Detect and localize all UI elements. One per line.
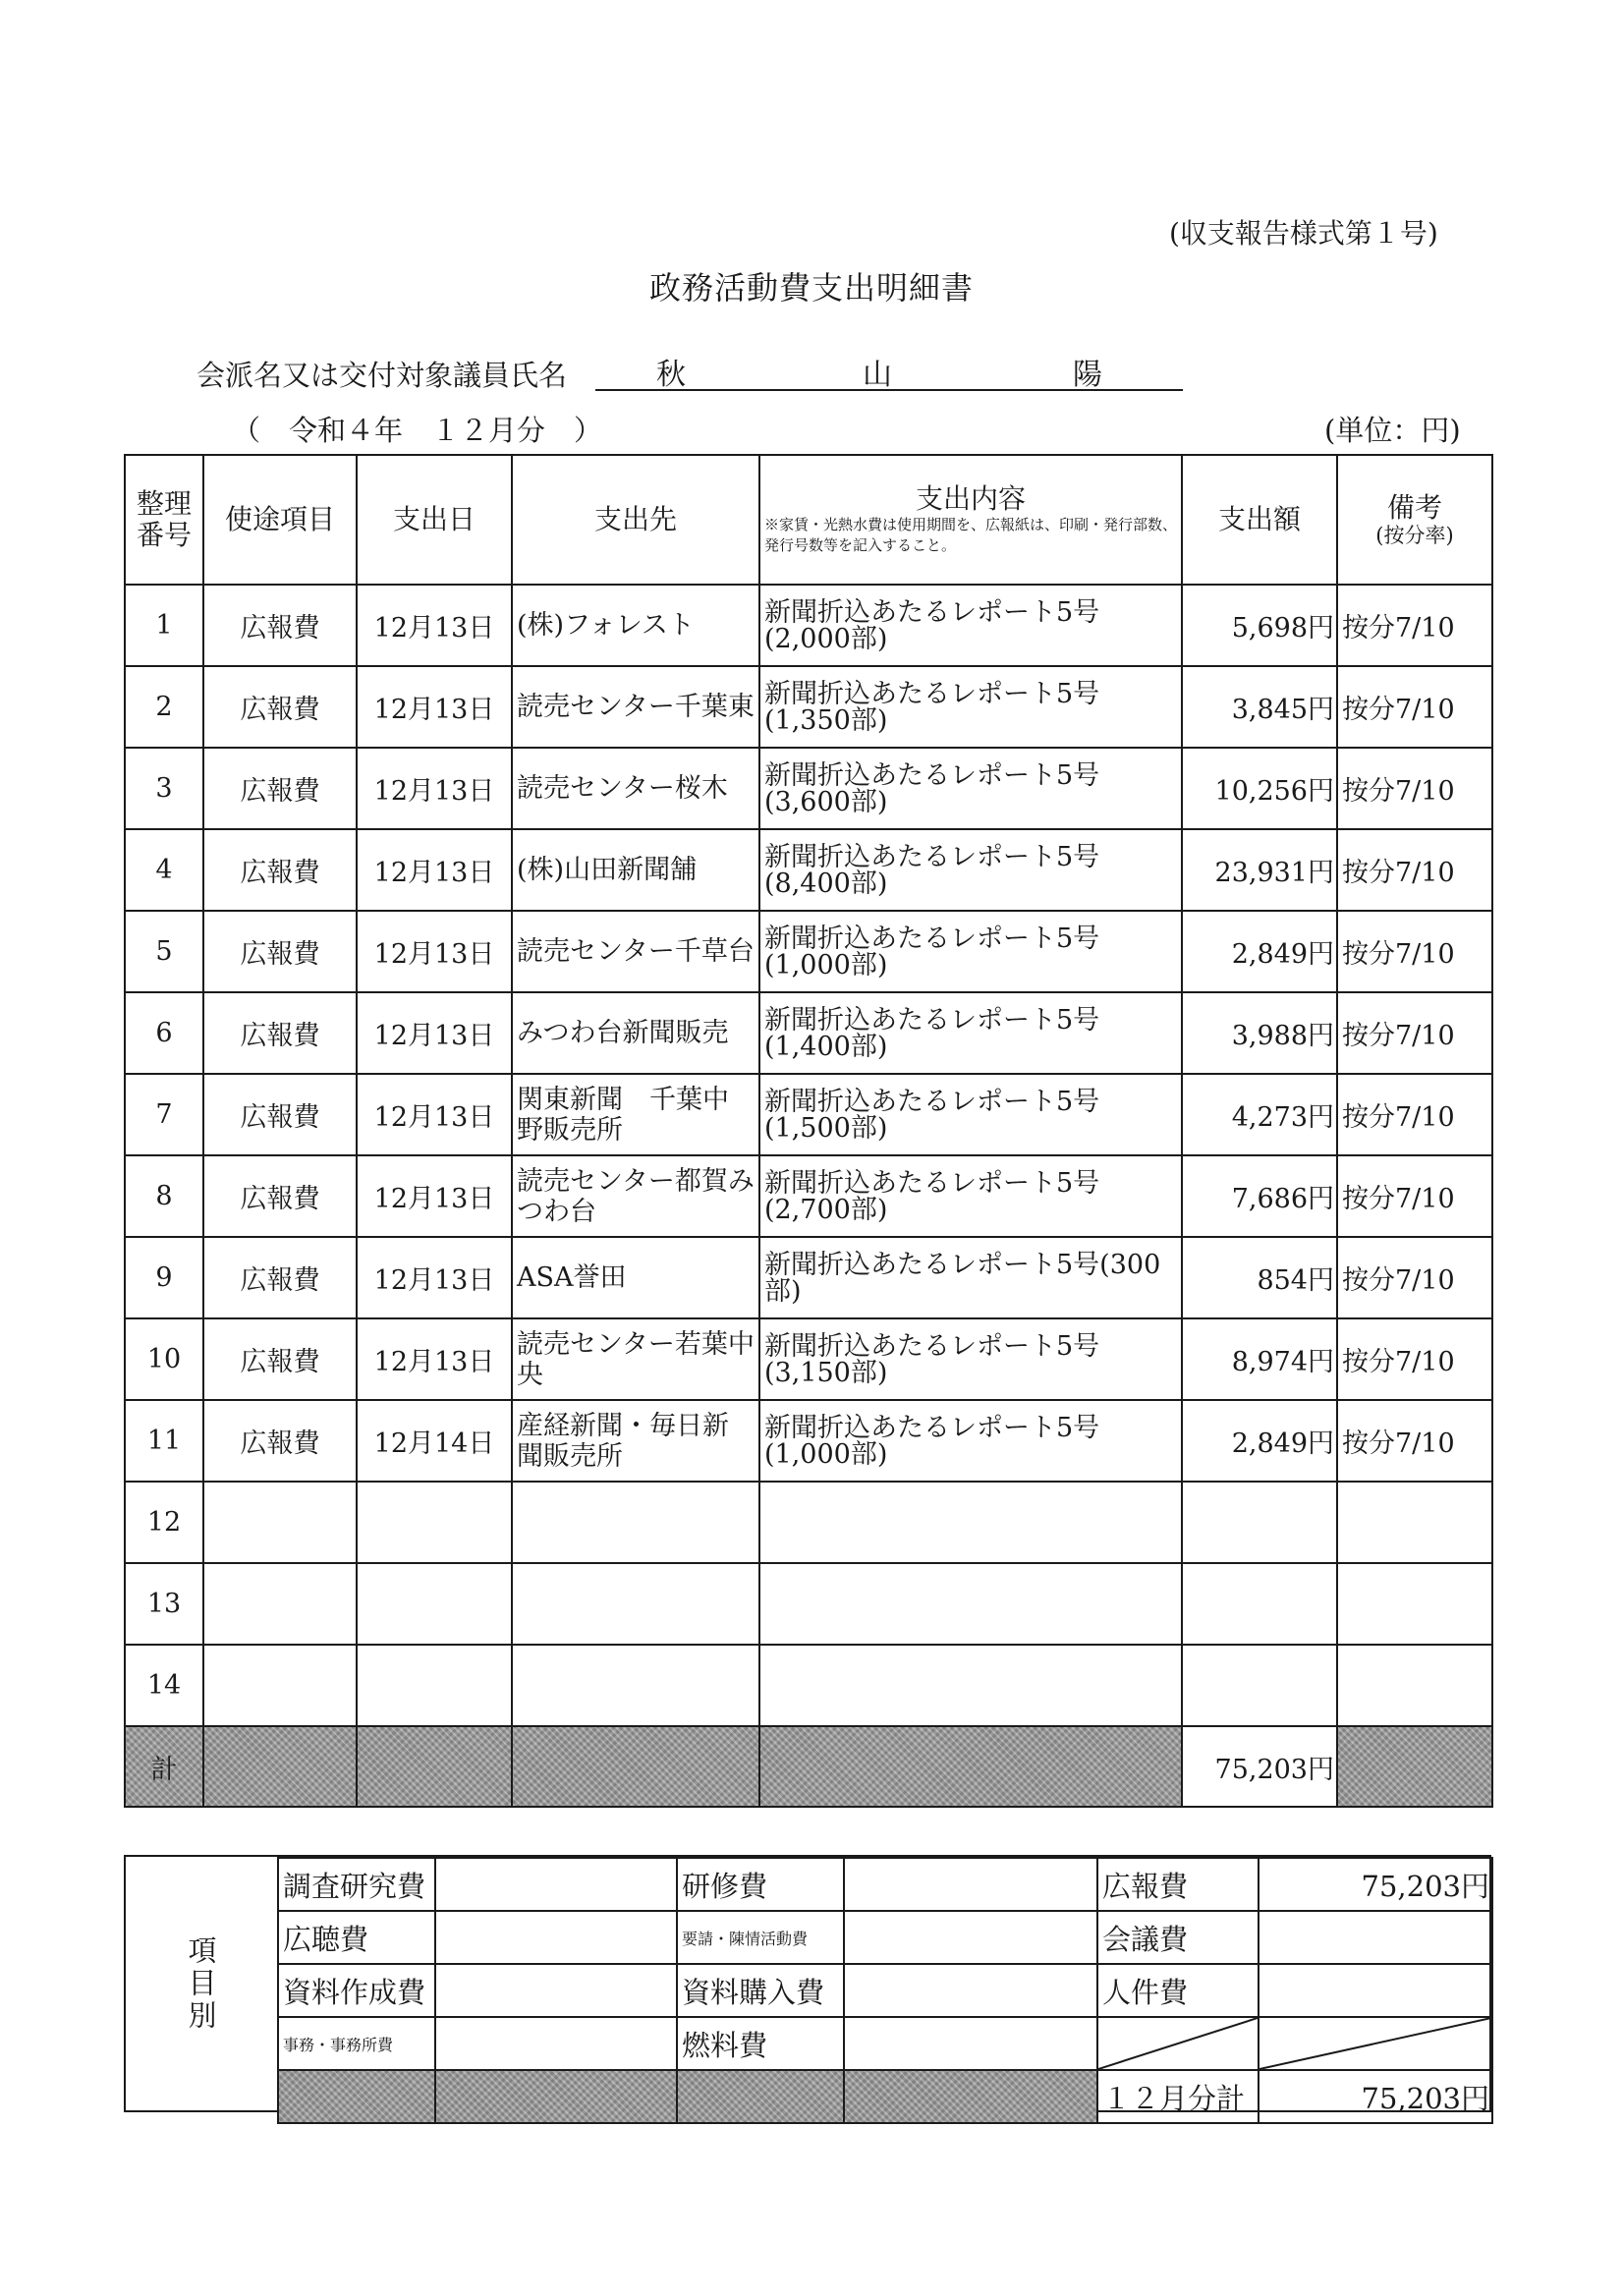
row-remarks <box>1337 1482 1492 1563</box>
table-row <box>125 992 1492 1074</box>
diagonal-blank-cell <box>1259 2017 1492 2070</box>
row-amount: 2,849円 <box>1182 1400 1337 1482</box>
value-hearing <box>435 1911 677 1964</box>
row-content: 新聞折込あたるレポート5号(1,500部) <box>759 1074 1182 1155</box>
row-content: 新聞折込あたるレポート5号(1,350部) <box>759 666 1182 748</box>
row-payee: (株)フォレスト <box>512 585 759 666</box>
row-content: 新聞折込あたるレポート5号(1,400部) <box>759 992 1182 1074</box>
label-materials-creation: 資料作成費 <box>278 1964 435 2017</box>
row-number: 1 <box>125 585 203 666</box>
row-remarks: 按分7/10 <box>1337 1155 1492 1237</box>
header-payee: 支出先 <box>512 455 759 585</box>
row-category: 広報費 <box>203 911 357 992</box>
row-date: 12月13日 <box>357 1318 512 1400</box>
row-payee <box>512 1645 759 1726</box>
table-row <box>125 748 1492 829</box>
summary-row <box>278 1964 1492 2017</box>
header-remarks-sub: (按分率) <box>1375 524 1454 547</box>
row-content <box>759 1482 1182 1563</box>
row-content: 新聞折込あたるレポート5号(1,000部) <box>759 1400 1182 1482</box>
header-content-label: 支出内容 <box>915 482 1026 515</box>
row-amount: 7,686円 <box>1182 1155 1337 1237</box>
label-materials-purchase: 資料購入費 <box>677 1964 844 2017</box>
label-publicity: 広報費 <box>1097 1858 1259 1911</box>
table-row <box>125 1563 1492 1645</box>
row-amount <box>1182 1482 1337 1563</box>
row-date <box>357 1645 512 1726</box>
row-payee: みつわ台新聞販売 <box>512 992 759 1074</box>
row-number: 13 <box>125 1563 203 1645</box>
row-remarks: 按分7/10 <box>1337 585 1492 666</box>
unit-label: (単位：円) <box>1324 414 1461 447</box>
row-amount: 3,845円 <box>1182 666 1337 748</box>
row-payee: ASA誉田 <box>512 1237 759 1318</box>
row-payee: 関東新聞 千葉中野販売所 <box>512 1074 759 1155</box>
row-date: 12月13日 <box>357 666 512 748</box>
row-category <box>203 1563 357 1645</box>
row-amount <box>1182 1645 1337 1726</box>
row-payee: 読売センター桜木 <box>512 748 759 829</box>
header-remarks <box>1337 455 1492 585</box>
value-research <box>435 1858 677 1911</box>
row-number: 7 <box>125 1074 203 1155</box>
row-payee: 読売センター千葉東 <box>512 666 759 748</box>
value-petition <box>844 1911 1097 1964</box>
value-publicity: 75,203円 <box>1259 1858 1492 1911</box>
diagonal-line <box>1098 2018 1258 2069</box>
member-name-char-2: 山 <box>863 358 892 392</box>
total-label: 計 <box>125 1726 203 1807</box>
row-number: 14 <box>125 1645 203 1726</box>
row-content: 新聞折込あたるレポート5号(1,000部) <box>759 911 1182 992</box>
row-category: 広報費 <box>203 1400 357 1482</box>
row-amount: 854円 <box>1182 1237 1337 1318</box>
row-remarks <box>1337 1645 1492 1726</box>
row-date: 12月13日 <box>357 585 512 666</box>
total-row <box>125 1726 1492 1807</box>
header-no-label: 整理 番号 <box>136 487 192 551</box>
row-number: 5 <box>125 911 203 992</box>
member-name-char-1: 秋 <box>656 358 686 392</box>
row-content <box>759 1645 1182 1726</box>
row-date: 12月13日 <box>357 992 512 1074</box>
row-payee <box>512 1563 759 1645</box>
header-content-note: ※家賃・光熱水費は使用期間を、広報紙は、印刷・発行部数、発行号数等を記入すること。 <box>764 516 1178 554</box>
summary-shaded-cell <box>677 2070 844 2123</box>
row-amount: 23,931円 <box>1182 829 1337 911</box>
total-shaded-cell <box>759 1726 1182 1807</box>
summary-shaded-cell <box>278 2070 435 2123</box>
label-meeting: 会議費 <box>1097 1911 1259 1964</box>
value-training <box>844 1858 1097 1911</box>
value-meeting <box>1259 1911 1492 1964</box>
value-personnel <box>1259 1964 1492 2017</box>
row-remarks: 按分7/10 <box>1337 1074 1492 1155</box>
expenditure-table <box>124 454 1493 1808</box>
table-row <box>125 911 1492 992</box>
header-no <box>125 455 203 585</box>
row-category: 広報費 <box>203 666 357 748</box>
row-payee: 読売センター都賀みつわ台 <box>512 1155 759 1237</box>
table-row <box>125 1645 1492 1726</box>
row-remarks: 按分7/10 <box>1337 1318 1492 1400</box>
name-label: 会派名又は交付対象議員氏名 <box>196 359 568 392</box>
total-shaded-cell <box>512 1726 759 1807</box>
row-number: 12 <box>125 1482 203 1563</box>
row-category: 広報費 <box>203 1318 357 1400</box>
row-payee: 産経新聞・毎日新聞販売所 <box>512 1400 759 1482</box>
reporting-period: （ 令和４年 １２月分 ） <box>232 414 603 447</box>
row-remarks: 按分7/10 <box>1337 666 1492 748</box>
table-header-row <box>125 455 1492 585</box>
row-date <box>357 1482 512 1563</box>
summary-shaded-cell <box>844 2070 1097 2123</box>
row-remarks: 按分7/10 <box>1337 1237 1492 1318</box>
label-training: 研修費 <box>677 1858 844 1911</box>
summary-row <box>278 1858 1492 1911</box>
row-amount: 10,256円 <box>1182 748 1337 829</box>
summary-total-row <box>278 2070 1492 2123</box>
diagonal-blank-cell <box>1097 2017 1259 2070</box>
row-date: 12月13日 <box>357 1155 512 1237</box>
row-number: 3 <box>125 748 203 829</box>
row-payee <box>512 1482 759 1563</box>
row-category <box>203 1482 357 1563</box>
row-content: 新聞折込あたるレポート5号(2,700部) <box>759 1155 1182 1237</box>
row-number: 4 <box>125 829 203 911</box>
header-content <box>759 455 1182 585</box>
table-row <box>125 829 1492 911</box>
summary-shaded-cell <box>435 2070 677 2123</box>
member-name-char-3: 陽 <box>1073 358 1102 392</box>
row-date: 12月14日 <box>357 1400 512 1482</box>
table-row <box>125 1074 1492 1155</box>
row-amount: 8,974円 <box>1182 1318 1337 1400</box>
value-fuel <box>844 2017 1097 2070</box>
row-date: 12月13日 <box>357 911 512 992</box>
row-remarks: 按分7/10 <box>1337 829 1492 911</box>
header-category: 使途項目 <box>203 455 357 585</box>
row-remarks: 按分7/10 <box>1337 748 1492 829</box>
table-row <box>125 1400 1492 1482</box>
row-remarks <box>1337 1563 1492 1645</box>
table-row <box>125 585 1492 666</box>
table-row <box>125 1237 1492 1318</box>
total-shaded-cell <box>1337 1726 1492 1807</box>
diagonal-line <box>1259 2018 1491 2069</box>
row-date: 12月13日 <box>357 829 512 911</box>
header-date: 支出日 <box>357 455 512 585</box>
row-number: 11 <box>125 1400 203 1482</box>
row-remarks: 按分7/10 <box>1337 992 1492 1074</box>
category-side-text: 項目別 <box>184 1934 218 2033</box>
table-row <box>125 1318 1492 1400</box>
header-amount: 支出額 <box>1182 455 1337 585</box>
table-row <box>125 1155 1492 1237</box>
row-category <box>203 1645 357 1726</box>
row-payee: 読売センター若葉中央 <box>512 1318 759 1400</box>
row-category: 広報費 <box>203 748 357 829</box>
row-payee: 読売センター千草台 <box>512 911 759 992</box>
row-category: 広報費 <box>203 1237 357 1318</box>
row-number: 6 <box>125 992 203 1074</box>
row-remarks: 按分7/10 <box>1337 911 1492 992</box>
category-side-label <box>126 1857 277 2110</box>
row-remarks: 按分7/10 <box>1337 1400 1492 1482</box>
row-amount: 3,988円 <box>1182 992 1337 1074</box>
row-category: 広報費 <box>203 1074 357 1155</box>
row-amount: 2,849円 <box>1182 911 1337 992</box>
row-category: 広報費 <box>203 585 357 666</box>
row-content: 新聞折込あたるレポート5号(2,000部) <box>759 585 1182 666</box>
form-number: (収支報告様式第１号) <box>1169 217 1438 250</box>
label-hearing: 広聴費 <box>278 1911 435 1964</box>
label-research: 調査研究費 <box>278 1858 435 1911</box>
row-date <box>357 1563 512 1645</box>
row-content: 新聞折込あたるレポート5号(300部) <box>759 1237 1182 1318</box>
label-personnel: 人件費 <box>1097 1964 1259 2017</box>
summary-row <box>278 2017 1492 2070</box>
row-payee: (株)山田新聞舗 <box>512 829 759 911</box>
category-summary-table <box>277 1857 1493 2124</box>
label-petition: 要請・陳情活動費 <box>677 1911 844 1964</box>
row-amount: 4,273円 <box>1182 1074 1337 1155</box>
label-office: 事務・事務所費 <box>278 2017 435 2070</box>
value-office <box>435 2017 677 2070</box>
row-category: 広報費 <box>203 992 357 1074</box>
row-date: 12月13日 <box>357 1237 512 1318</box>
header-remarks-label: 備考 <box>1386 491 1442 524</box>
row-content: 新聞折込あたるレポート5号(3,600部) <box>759 748 1182 829</box>
label-fuel: 燃料費 <box>677 2017 844 2070</box>
row-date: 12月13日 <box>357 1074 512 1155</box>
table-row <box>125 666 1492 748</box>
row-amount <box>1182 1563 1337 1645</box>
summary-row <box>278 1911 1492 1964</box>
value-materials-creation <box>435 1964 677 2017</box>
row-date: 12月13日 <box>357 748 512 829</box>
row-amount: 5,698円 <box>1182 585 1337 666</box>
row-content: 新聞折込あたるレポート5号(8,400部) <box>759 829 1182 911</box>
month-total-label: １２月分計 <box>1097 2070 1259 2123</box>
month-total-value: 75,203円 <box>1259 2070 1492 2123</box>
table-row <box>125 1482 1492 1563</box>
total-shaded-cell <box>357 1726 512 1807</box>
row-number: 9 <box>125 1237 203 1318</box>
row-category: 広報費 <box>203 829 357 911</box>
row-content <box>759 1563 1182 1645</box>
total-shaded-cell <box>203 1726 357 1807</box>
row-number: 8 <box>125 1155 203 1237</box>
value-materials-purchase <box>844 1964 1097 2017</box>
row-category: 広報費 <box>203 1155 357 1237</box>
document-title: 政務活動費支出明細書 <box>648 269 974 307</box>
row-number: 10 <box>125 1318 203 1400</box>
total-amount: 75,203円 <box>1182 1726 1337 1807</box>
row-content: 新聞折込あたるレポート5号(3,150部) <box>759 1318 1182 1400</box>
row-number: 2 <box>125 666 203 748</box>
